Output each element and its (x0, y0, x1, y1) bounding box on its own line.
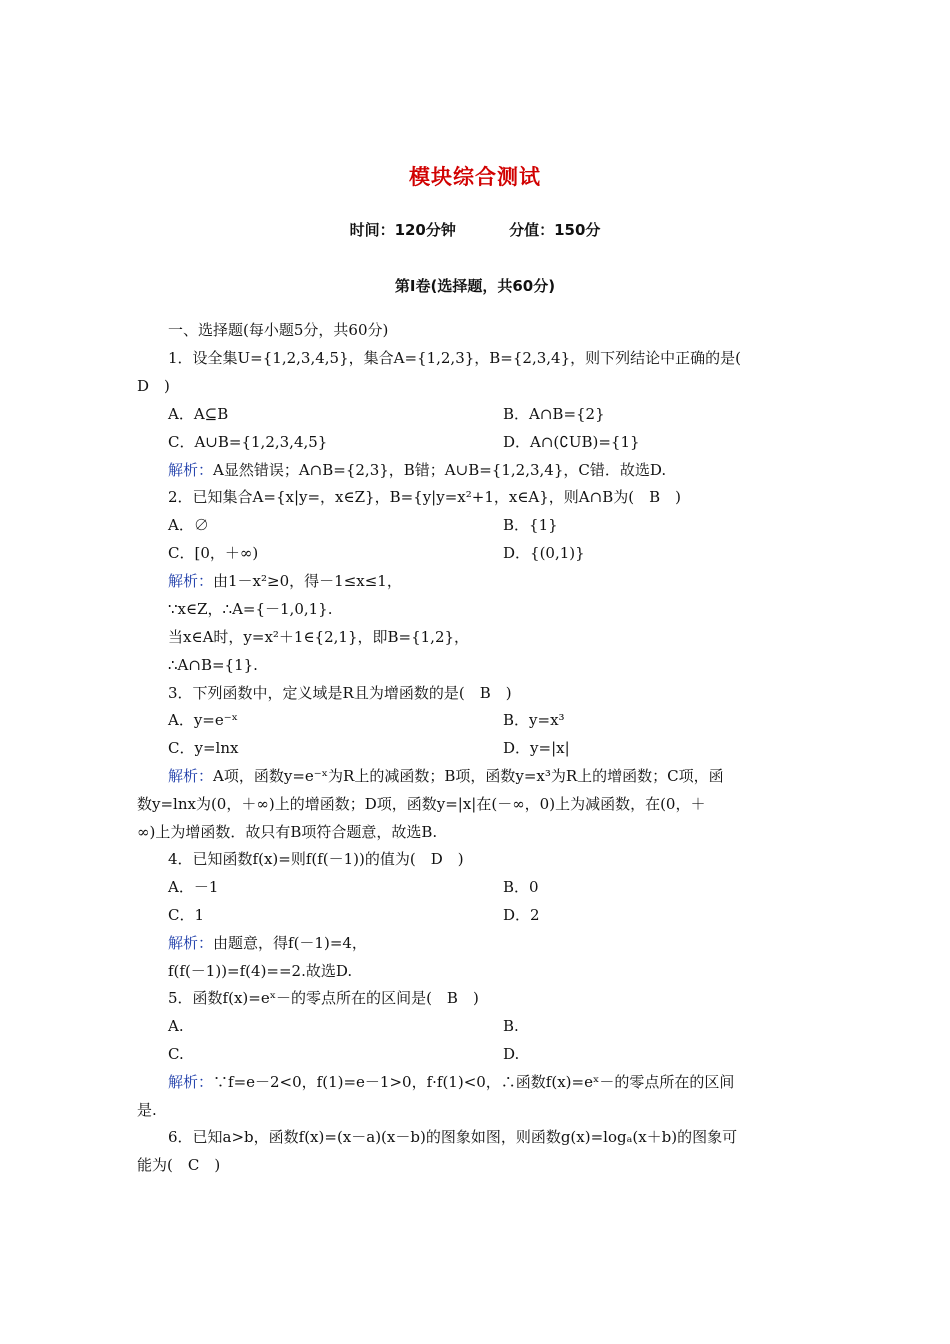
analysis-label: 解析： (168, 572, 214, 590)
total-score: 分值：150分 (509, 221, 601, 239)
line-text: 当x∈A时，y=x²＋1∈{2,1}，即B={1,2}， (168, 628, 470, 646)
line-text: ∴A∩B={1}. (168, 656, 258, 674)
text-line (503, 432, 640, 452)
text-line (168, 905, 204, 925)
text-line (168, 655, 258, 675)
text-line (168, 460, 666, 480)
text-line (503, 543, 585, 563)
analysis-label: 解析： (168, 1073, 214, 1091)
analysis-label: 解析： (168, 767, 214, 785)
text-line (168, 487, 681, 507)
line-text: A．－1 (168, 878, 219, 896)
line-text: C．y=lnx (168, 739, 239, 757)
line-text: f(f(－1))=f(4)==2.故选D. (168, 962, 353, 980)
text-line (168, 766, 724, 786)
line-text: 6．已知a>b，函数f(x)=(x－a)(x－b)的图象如图，则函数g(x)=logₐ(x＋b)的图象可 (168, 1128, 738, 1146)
line-text: C．[0，＋∞) (168, 544, 259, 562)
text-line (168, 877, 218, 897)
text-line (168, 1127, 737, 1147)
text-line (168, 683, 512, 703)
line-text: B．y=x³ (503, 711, 565, 729)
text-line (503, 877, 539, 897)
line-text: A显然错误；A∩B={2,3}，B错；A∪B={1,2,3,4}，C错．故选D. (213, 461, 667, 479)
text-line (168, 1044, 184, 1064)
line-text: A项，函数y=e⁻ˣ为R上的减函数；B项，函数y=x³为R上的增函数；C项，函 (213, 767, 724, 785)
line-text: ∵x∈Z，∴A={－1,0,1}. (168, 600, 333, 618)
text-line (137, 376, 170, 396)
line-text: 1．设全集U={1,2,3,4,5}，集合A={1,2,3}，B={2,3,4}，则下列结论中正确的是( (168, 349, 741, 367)
text-line (168, 571, 402, 591)
text-line (168, 961, 352, 981)
line-text: D．y=|x| (503, 739, 570, 757)
line-text: 4．已知函数f(x)=则f(f(－1))的值为( D ) (168, 850, 464, 868)
line-text: C. (168, 1045, 184, 1063)
line-text: A．A⊆B (168, 405, 229, 423)
line-text: B．0 (503, 878, 539, 896)
line-text: 由1－x²≥0，得－1≤x≤1， (213, 572, 402, 590)
line-text: A．y=e⁻ˣ (168, 711, 239, 729)
section-heading: 第Ⅰ卷(选择题，共60分) (394, 277, 556, 295)
line-text: A. (168, 1017, 184, 1035)
line-text: 由题意，得f(－1)=4， (213, 934, 367, 952)
text-line (168, 710, 238, 730)
text-line (503, 738, 570, 758)
text-line (168, 320, 388, 340)
line-text: 一、选择题(每小题5分，共60分) (168, 321, 389, 339)
line-text: C．A∪B={1,2,3,4,5} (168, 433, 328, 451)
analysis-label: 解析： (168, 461, 214, 479)
line-text: D．A∩(∁UB)={1} (503, 433, 640, 451)
line-text: 5．函数f(x)=eˣ－的零点所在的区间是( B ) (168, 989, 479, 1007)
line-text: ∵f=e－2<0，f(1)=e－1>0，f·f(1)<0，∴函数f(x)=eˣ－的零点所在的区间 (213, 1073, 735, 1091)
line-text: 能为( C ) (137, 1156, 221, 1174)
text-line (168, 404, 228, 424)
text-line (168, 1072, 734, 1092)
text-line (137, 1155, 220, 1175)
text-line (503, 1016, 519, 1036)
line-text: ∞)上为增函数．故只有B项符合题意，故选B. (137, 823, 438, 841)
line-text: 3．下列函数中，定义域是R且为增函数的是( B ) (168, 684, 512, 702)
text-line (168, 988, 479, 1008)
text-line (168, 543, 258, 563)
text-line (168, 849, 464, 869)
line-text: D．2 (503, 906, 540, 924)
line-text: 2．已知集合A={x|y=，x∈Z}，B={y|y=x²+1，x∈A}，则A∩B为( B ) (168, 488, 681, 506)
text-line (137, 794, 705, 814)
line-text: B．{1} (503, 516, 558, 534)
text-line (168, 599, 333, 619)
line-text: B．A∩B={2} (503, 405, 605, 423)
text-line (503, 905, 540, 925)
text-line (137, 822, 437, 842)
text-line (503, 515, 558, 535)
text-line (168, 627, 469, 647)
text-line (168, 738, 238, 758)
text-line (168, 348, 741, 368)
line-text: A．∅ (168, 516, 209, 534)
page-title: 模块综合测试 (409, 165, 541, 189)
line-text: D. (503, 1045, 520, 1063)
text-line (168, 432, 327, 452)
line-text: D ) (137, 377, 170, 395)
exam-meta (0, 219, 950, 240)
time-limit: 时间：120分钟 (349, 221, 456, 239)
text-line (168, 1016, 184, 1036)
line-text: D．{(0,1)} (503, 544, 585, 562)
line-text: 是. (137, 1101, 157, 1119)
line-text: C．1 (168, 906, 205, 924)
text-line (503, 1044, 519, 1064)
line-text: 数y=lnx为(0，＋∞)上的增函数；D项，函数y=|x|在(－∞，0)上为减函数，在(0，＋ (137, 795, 706, 813)
text-line (168, 933, 367, 953)
text-line (168, 515, 209, 535)
text-line (137, 1100, 157, 1120)
text-line (503, 710, 565, 730)
analysis-label: 解析： (168, 934, 214, 952)
text-line (503, 404, 605, 424)
line-text: B. (503, 1017, 519, 1035)
